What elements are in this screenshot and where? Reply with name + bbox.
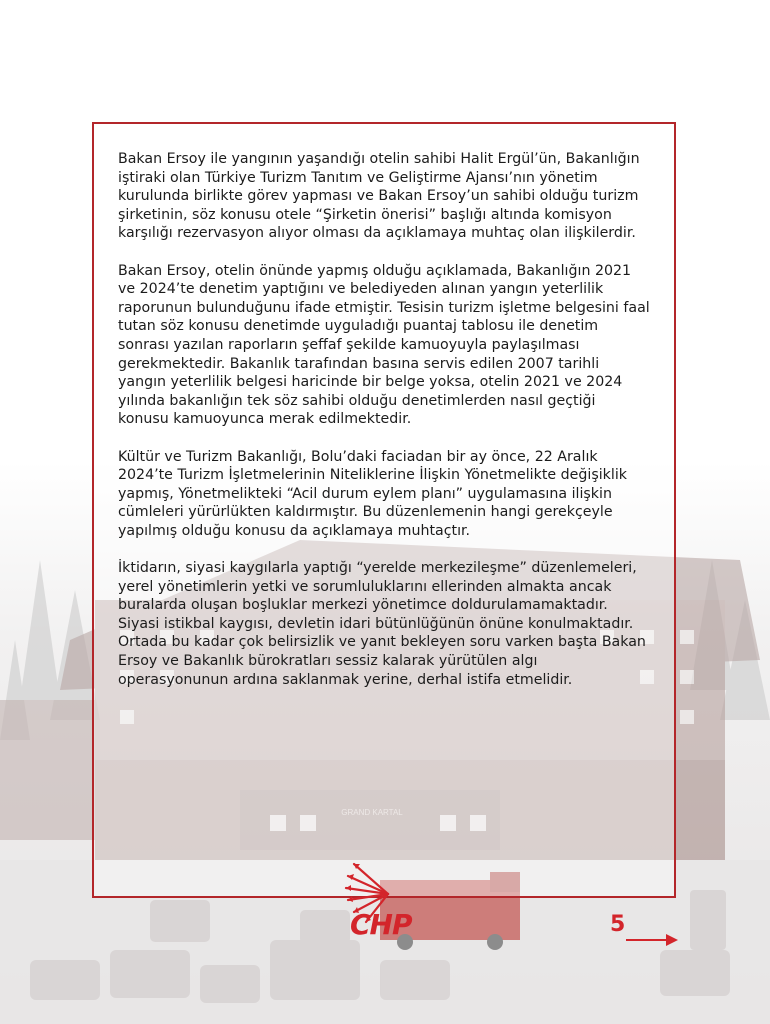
paragraph-4: İktidarın, siyasi kaygılarla yaptığı “yerelde merkezileşme” düzenlemeleri, yerel yönetimlerin yetki ve sorumluluklarını ellerinden almakta ancak buralarda oluşan boşluklar merkezi yönetimce doldurulamamaktadır. Siyasi istikbal kaygısı, devletin idari bütünlüğünün önüne konulmaktadır. Ortada bu kadar çok belirsizlik ve yanıt bekleyen soru varken başta Bakan Ersoy ve Bakanlık bürokratları sessiz kalarak yürütülen algı operasyonunun ardına saklanmak yerine, derhal istifa etmelidir. xyxy=(118,560,646,688)
chp-logo-text: CHP xyxy=(350,908,412,941)
article-body xyxy=(118,150,650,708)
paragraph-1: Bakan Ersoy ile yangının yaşandığı otelin sahibi Halit Ergül’ün, Bakanlığın iştiraki olan Türkiye Turizm Tanıtım ve Geliştirme Ajansı’nın yönetim kurulunda birlikte görev yapması ve Bakan Ersoy’un sahibi olduğu turizm şirketinin, söz konusu otele “Şirketin önerisi” başlığı altında komisyon karşılığı rezervasyon alıyor olması da açıklamaya muhtaç olan ilişkilerdir. xyxy=(118,151,640,242)
hotel-sign: GRAND KARTAL xyxy=(341,808,403,817)
paragraph-2: Bakan Ersoy, otelin önünde yapmış olduğu açıklamada, Bakanlığın 2021 ve 2024’te denetim yaptığını ve belediyeden alınan yangın yeterlilik raporunun bulunduğunu ifade etmiştir. Tesisin turizm işletme belgesini faal tutan söz konusu denetimde uyguladığı puantaj tablosu ile denetim sonrası yazılan raporların şeffaf şekilde kamuoyuyla paylaşılması gerekmektedir. Bakanlık tarafından basına servis edilen 2007 tarihli yangın yeterlilik belgesi haricinde bir belge yoksa, otelin 2021 ve 2024 yılında bakanlığın tek söz sahibi olduğu denetimlerden nasıl geçtiği konusu kamuoyunca merak edilmektedir. xyxy=(118,262,650,428)
right-arrow-icon xyxy=(624,930,680,950)
paragraph-3: Kültür ve Turizm Bakanlığı, Bolu’daki faciadan bir ay önce, 22 Aralık 2024’te Turizm İşletmelerinin Niteliklerine İlişkin Yönetmelikte değişiklik yapmış, Yönetmelikteki “Acil durum eylem planı” uygulamasına ilişkin cümleleri yürürlükten kaldırmıştır. Bu düzenlemenin hangi gerekçeyle yapılmış olduğu konusu da açıklamaya muhtaçtır. xyxy=(118,448,627,539)
page-number: 5 xyxy=(610,912,626,937)
